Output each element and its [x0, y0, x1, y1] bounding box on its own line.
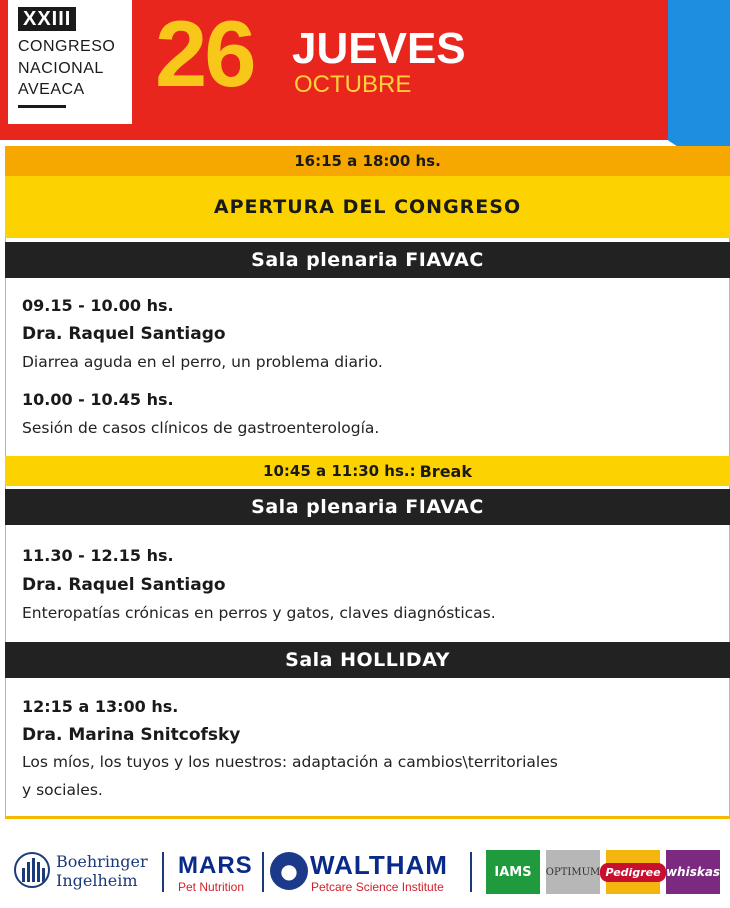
sponsor-divider-2	[262, 852, 264, 892]
session-3-speaker: Dra. Raquel Santiago	[22, 575, 226, 595]
pedigree-logo-text: Pedigree	[600, 863, 665, 882]
sponsor-bar	[0, 830, 730, 908]
sponsor-divider-3	[470, 852, 472, 892]
room-header-1: Sala plenaria FIAVAC	[5, 242, 730, 278]
boehringer-logo-text	[56, 852, 148, 890]
break-time: 10:45 a 11:30 hs.:	[263, 462, 416, 480]
whiskas-logo: whiskas	[666, 850, 720, 894]
opening-time: 16:15 a 18:00 hs.	[5, 146, 730, 176]
session-4-title-line-1: Los míos, los tuyos y los nuestros: adaptación a cambios\territoriales	[22, 753, 558, 771]
waltham-logo: WALTHAM	[310, 850, 448, 880]
opening-title: APERTURA DEL CONGRESO	[5, 176, 730, 238]
logo-underline	[18, 105, 66, 108]
boehringer-line-2: Ingelheim	[56, 871, 138, 890]
day-number: 26	[155, 1, 254, 106]
boehringer-line-1: Boehringer	[56, 852, 148, 871]
logo-line-1: CONGRESO	[18, 38, 116, 55]
logo-line-3: AVEACA	[18, 81, 85, 98]
break-label: Break	[419, 461, 472, 481]
room-header-3: Sala HOLLIDAY	[5, 642, 730, 678]
session-1-speaker: Dra. Raquel Santiago	[22, 324, 226, 344]
session-2-time: 10.00 - 10.45 hs.	[22, 390, 174, 409]
session-3-title: Enteropatías crónicas en perros y gatos, claves diagnósticas.	[22, 604, 496, 622]
session-3-time: 11.30 - 12.15 hs.	[22, 546, 174, 565]
pedigree-logo	[606, 850, 660, 894]
optimum-logo: OPTIMUM	[546, 850, 600, 894]
card-bottom-border	[5, 816, 730, 819]
waltham-logo-icon: ●	[270, 852, 308, 890]
mars-logo: MARS	[178, 852, 253, 879]
day-name: JUEVES	[292, 24, 466, 73]
sponsor-divider-1	[162, 852, 164, 892]
mars-subtitle: Pet Nutrition	[178, 880, 245, 894]
room-header-2: Sala plenaria FIAVAC	[5, 489, 730, 525]
congress-logo	[8, 0, 132, 124]
session-4-title-line-2: y sociales.	[22, 781, 103, 799]
session-1-title: Diarrea aguda en el perro, un problema diario.	[22, 353, 383, 371]
logo-line-2: NACIONAL	[18, 60, 104, 77]
month-name: OCTUBRE	[294, 71, 412, 98]
iams-logo: IAMS	[486, 850, 540, 894]
session-4-time: 12:15 a 13:00 hs.	[22, 697, 179, 716]
session-4-speaker: Dra. Marina Snitcofsky	[22, 725, 241, 745]
session-1-time: 09.15 - 10.00 hs.	[22, 296, 174, 315]
boehringer-logo-icon	[14, 852, 50, 888]
logo-edition: XXIII	[18, 7, 76, 31]
break-bar	[5, 456, 730, 486]
session-2-title: Sesión de casos clínicos de gastroenterología.	[22, 419, 380, 437]
waltham-subtitle: Petcare Science Institute	[311, 880, 444, 894]
header-banner	[0, 0, 730, 140]
